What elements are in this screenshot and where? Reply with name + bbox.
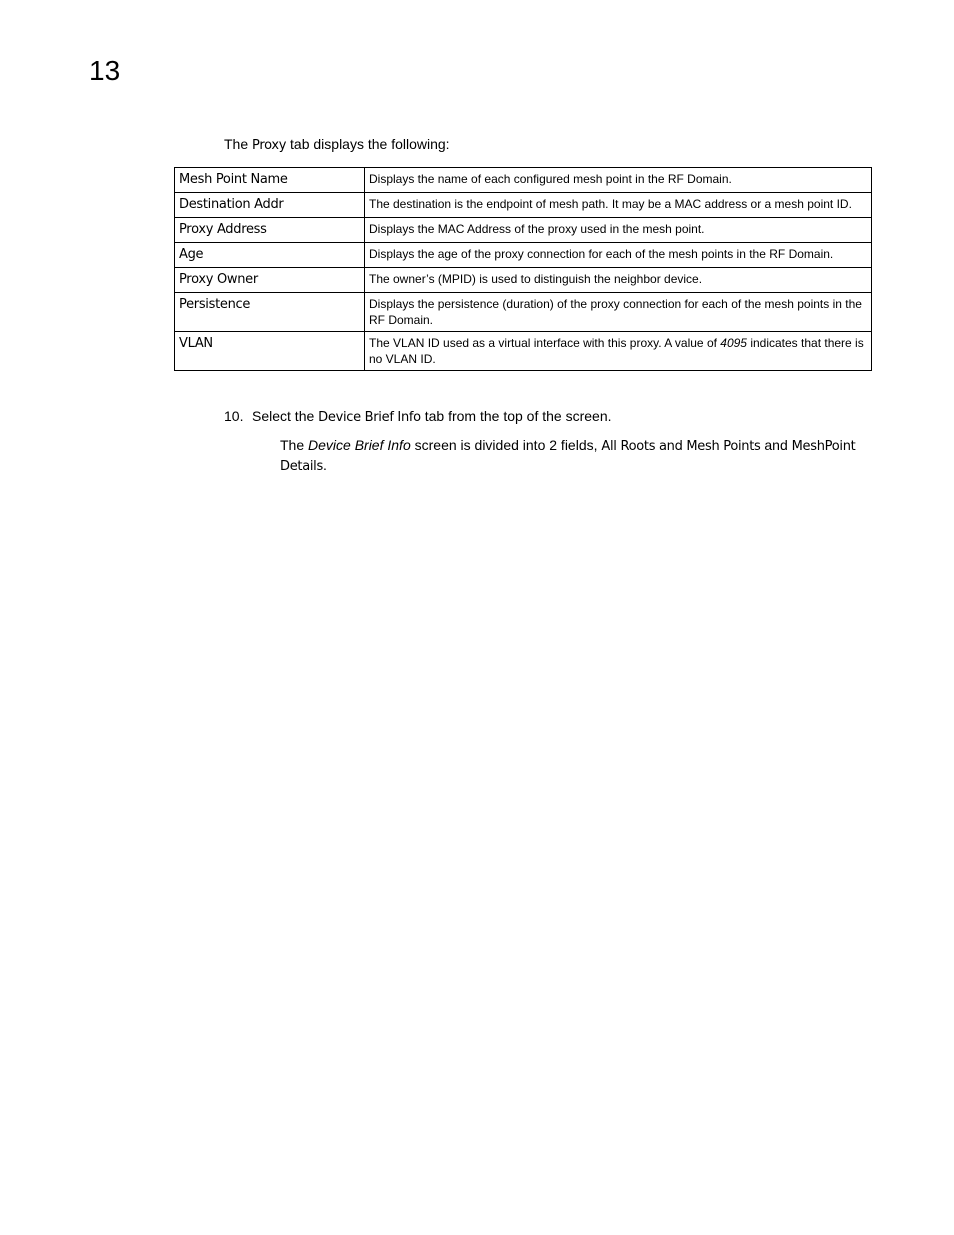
term-cell: VLAN [175,332,365,371]
step-term: Device Brief Info [318,410,421,425]
para-middle: screen is divided into 2 fields, [410,437,602,453]
table-row [175,332,872,371]
step-10 [224,407,612,427]
term-cell: Proxy Address [175,218,365,243]
vlan-desc-prefix: The VLAN ID used as a virtual interface with this proxy. A value of [369,336,721,350]
description-cell: Displays the persistence (duration) of the proxy connection for each of the mesh points in the RF Domain. [365,293,872,332]
description-cell: The owner’s (MPID) is used to distinguish the neighbor device. [365,268,872,293]
vlan-desc-value: 4095 [720,336,747,350]
step-suffix: tab from the top of the screen. [420,408,612,424]
term-cell: Proxy Owner [175,268,365,293]
term-cell: Destination Addr [175,193,365,218]
intro-suffix: tab displays the following: [286,136,450,152]
para-prefix: The [280,437,309,453]
term-cell: Mesh Point Name [175,168,365,193]
proxy-fields-table [174,167,872,371]
intro-prefix: The [224,136,253,152]
step-number: 10. [224,408,244,424]
chapter-number: 13 [89,55,121,86]
table-row [175,293,872,332]
table-row [175,268,872,293]
para-term1: All Roots and Mesh Points [601,439,761,454]
table-row [175,168,872,193]
para-italic: Device Brief Info [308,437,411,453]
description-cell [365,332,872,371]
table-row [175,193,872,218]
table-row [175,218,872,243]
step-prefix: Select the [252,408,319,424]
vlan-desc-suffix: indicates that there is no VLAN ID. [369,336,864,366]
description-cell: Displays the MAC Address of the proxy used in the mesh point. [365,218,872,243]
description-cell: Displays the age of the proxy connection for each of the mesh points in the RF Domain. [365,243,872,268]
para-term2: MeshPoint Details [280,439,856,474]
intro-term: Proxy [252,138,287,153]
term-cell: Persistence [175,293,365,332]
term-cell: Age [175,243,365,268]
description-cell: The destination is the endpoint of mesh path. It may be a MAC address or a mesh point ID. [365,193,872,218]
para-and: and [760,437,792,453]
table-row [175,243,872,268]
description-cell: Displays the name of each configured mesh point in the RF Domain. [365,168,872,193]
device-brief-info-paragraph [280,436,880,476]
para-end: . [322,457,327,473]
intro-text [224,135,450,155]
